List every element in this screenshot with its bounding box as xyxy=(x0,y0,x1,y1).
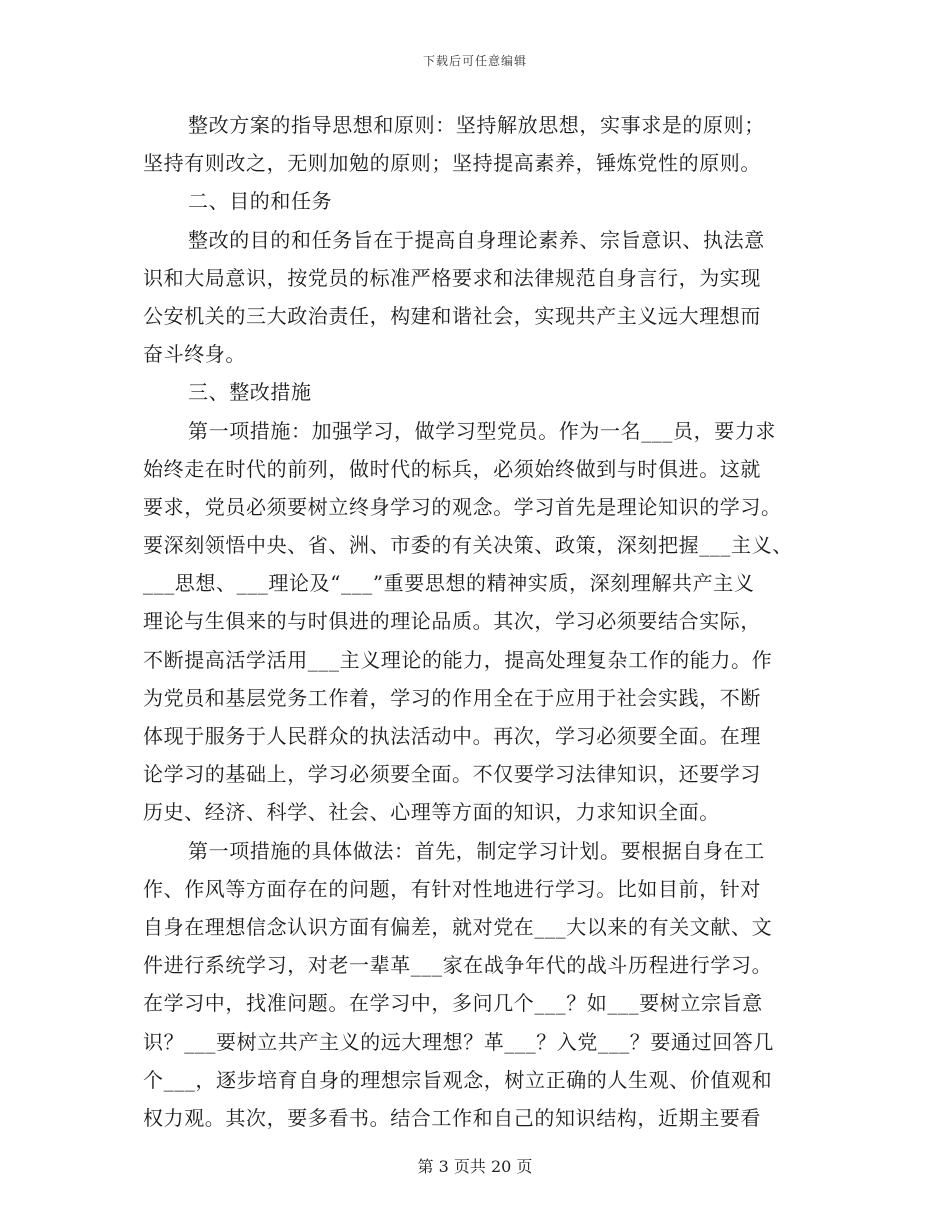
text-line: 为党员和基层党务工作着，学习的作用全在于应用于社会实践，不断 xyxy=(143,685,761,710)
text-line: 理论与生俱来的与时俱进的理论品质。其次，学习必须要结合实际， xyxy=(143,609,761,634)
text-line: 公安机关的三大政治责任，构建和谐社会，实现共产主义远大理想而 xyxy=(143,303,761,328)
text-line: 整改的目的和任务旨在于提高自身理论素养、宗旨意识、执法意 xyxy=(188,227,765,252)
text-line: 个___，逐步培育自身的理想宗旨观念，树立正确的人生观、价值观和 xyxy=(143,1067,773,1092)
text-line: 体现于服务于人民群众的执法活动中。再次，学习必须要全面。在理 xyxy=(143,724,761,748)
text-line: 在学习中，找准问题。在学习中，多问几个___？如___要树立宗旨意 xyxy=(143,991,763,1016)
section-heading: 三、整改措施 xyxy=(188,380,312,405)
text-line: 件进行系统学习，对老一辈革___家在战争年代的战斗历程进行学习。 xyxy=(143,953,773,978)
page-footer: 第 3 页共 20 页 xyxy=(417,1157,533,1176)
text-line: 整改方案的指导思想和原则：坚持解放思想，实事求是的原则； xyxy=(188,113,765,137)
text-line: 权力观。其次，要多看书。结合工作和自己的知识结构，近期主要看 xyxy=(143,1105,761,1130)
text-line: 第一项措施的具体做法：首先，制定学习计划。要根据自身在工 xyxy=(188,838,765,863)
text-line: 论学习的基础上，学习必须要全面。不仅要学习法律知识，还要学习 xyxy=(143,762,761,787)
text-line: 作、作风等方面存在的问题，有针对性地进行学习。比如目前，针对 xyxy=(143,876,761,901)
text-line: 识？___要树立共产主义的远大理想？革___？入党___？要通过回答几 xyxy=(143,1029,774,1054)
text-line: 奋斗终身。 xyxy=(143,342,246,367)
text-line: 第一项措施：加强学习，做学习型党员。作为一名___员，要力求 xyxy=(188,418,776,443)
section-heading: 二、目的和任务 xyxy=(188,189,333,214)
document-body xyxy=(143,106,815,1137)
text-line: 自身在理想信念认识方面有偏差，就对党在___大以来的有关文献、文 xyxy=(143,914,773,939)
text-line: 识和大局意识，按党员的标准严格要求和法律规范自身言行，为实现 xyxy=(143,265,761,290)
text-line: 历史、经济、科学、社会、心理等方面的知识，力求知识全面。 xyxy=(143,800,720,825)
text-line: ___思想、___理论及“___”重要思想的精神实质，深刻理解共产主义 xyxy=(143,571,755,596)
text-line: 不断提高活学活用___主义理论的能力，提高处理复杂工作的能力。作 xyxy=(143,647,773,672)
text-line: 要求，党员必须要树立终身学习的观念。学习首先是理论知识的学习。 xyxy=(143,494,782,519)
text-line: 始终走在时代的前列，做时代的标兵，必须始终做到与时俱进。这就 xyxy=(143,456,761,481)
text-line: 坚持有则改之，无则加勉的原则；坚持提高素养，锤炼党性的原则。 xyxy=(143,151,761,176)
text-line: 要深刻领悟中央、省、洲、市委的有关决策、政策，深刻把握___主义、 xyxy=(143,533,793,558)
page-header: 下载后可任意编辑 xyxy=(422,54,527,68)
